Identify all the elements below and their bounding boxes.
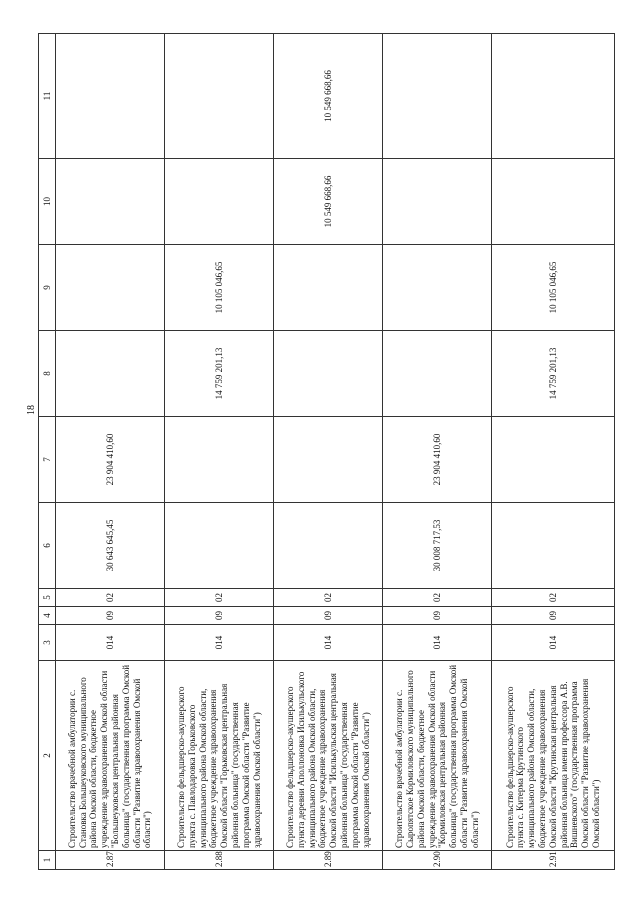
cell-col-3: 014 <box>383 625 492 661</box>
col-header-4: 4 <box>39 607 56 625</box>
cell-col-3: 014 <box>56 625 165 661</box>
row-number: 2.89 <box>274 851 383 870</box>
cell-col-8: 14 759 201,13 <box>165 331 274 417</box>
cell-col-11: 10 549 668,66 <box>274 34 383 159</box>
cell-col-9 <box>274 245 383 331</box>
cell-col-5: 02 <box>274 589 383 607</box>
cell-col-11 <box>56 34 165 159</box>
row-description: Строительство фельдшерско-акушерского пункта с. Павлодаровка Горьковского муниципального района Омской области, бюджетное учреждение здравоохранения Омской области "Горьковская центральная районная больница" (государственная программа Омской области "Развитие здравоохранения Омской области") <box>165 661 274 851</box>
cell-col-6 <box>165 503 274 589</box>
row-number: 2.90 <box>383 851 492 870</box>
cell-col-3: 014 <box>165 625 274 661</box>
col-header-1: 1 <box>39 851 56 870</box>
cell-col-11 <box>165 34 274 159</box>
cell-col-7 <box>274 417 383 503</box>
row-description: Строительство врачебной амбулатории с. Становка Большеуковского муниципального района Омской области, бюджетное учреждение здравоохранения Омской области "Большеуковская центральная районная больница" (государственная программа Омской области "Развитие здравоохранения Омской области") <box>56 661 165 851</box>
cell-col-5: 02 <box>165 589 274 607</box>
row-description: Строительство врачебной амбулатории с. Сыропятское Кормиловского муниципального района Омской области, бюджетное учреждение здравоохранения Омской области "Кормиловская центральная районная больница" (государственная программа Омской области "Развитие здравоохранения Омской области") <box>383 661 492 851</box>
cell-col-10 <box>165 159 274 245</box>
row-description: Строительство фельдшерско-акушерского пункта деревни Аполлоновка Исилькульского муниципального района Омской области, бюджетное учреждение здравоохранения Омской области "Исилькульская центральная районная больница" (государственная программа Омской области "Развитие здравоохранения Омской области") <box>274 661 383 851</box>
cell-col-11 <box>383 34 492 159</box>
col-header-7: 7 <box>39 417 56 503</box>
cell-col-4: 09 <box>383 607 492 625</box>
table-stage <box>38 34 615 870</box>
cell-col-9 <box>56 245 165 331</box>
cell-col-6 <box>274 503 383 589</box>
cell-col-7 <box>492 417 615 503</box>
cell-col-4: 09 <box>56 607 165 625</box>
col-header-10: 10 <box>39 159 56 245</box>
cell-col-6 <box>492 503 615 589</box>
cell-col-10: 10 549 668,66 <box>274 159 383 245</box>
cell-col-8 <box>274 331 383 417</box>
cell-col-9: 10 105 046,65 <box>492 245 615 331</box>
row-number: 2.87 <box>56 851 165 870</box>
cell-col-10 <box>492 159 615 245</box>
cell-col-8 <box>383 331 492 417</box>
col-header-9: 9 <box>39 245 56 331</box>
cell-col-6: 30 008 717,53 <box>383 503 492 589</box>
row-number: 2.88 <box>165 851 274 870</box>
cell-col-4: 09 <box>165 607 274 625</box>
cell-col-7: 23 904 410,60 <box>56 417 165 503</box>
page-number: 18 <box>26 405 37 415</box>
cell-col-9 <box>383 245 492 331</box>
cell-col-8: 14 759 201,13 <box>492 331 615 417</box>
cell-col-4: 09 <box>492 607 615 625</box>
col-header-3: 3 <box>39 625 56 661</box>
cell-col-11 <box>492 34 615 159</box>
cell-col-7: 23 904 410,60 <box>383 417 492 503</box>
table-row <box>165 34 274 870</box>
header-row <box>39 34 56 870</box>
cell-col-5: 02 <box>383 589 492 607</box>
cell-col-9: 10 105 046,65 <box>165 245 274 331</box>
col-header-6: 6 <box>39 503 56 589</box>
row-number: 2.91 <box>492 851 615 870</box>
table-row <box>383 34 492 870</box>
table-row <box>56 34 165 870</box>
cell-col-10 <box>56 159 165 245</box>
cell-col-3: 014 <box>492 625 615 661</box>
cell-col-3: 014 <box>274 625 383 661</box>
rotated-table-wrapper <box>38 34 615 870</box>
cell-col-5: 02 <box>56 589 165 607</box>
budget-table <box>38 33 615 870</box>
cell-col-10 <box>383 159 492 245</box>
table-row <box>274 34 383 870</box>
cell-col-6: 30 643 645,45 <box>56 503 165 589</box>
row-description: Строительство фельдшерско-акушерского пункта с. Китерма Крутинского муниципального района Омской области, бюджетное учреждение здравоохранения Омской области "Крутинская центральная районная больница имени профессора А.В. Вишневского" (государственная программа Омской области "Развитие здравоохранения Омской области") <box>492 661 615 851</box>
col-header-8: 8 <box>39 331 56 417</box>
cell-col-7 <box>165 417 274 503</box>
col-header-2: 2 <box>39 661 56 851</box>
cell-col-4: 09 <box>274 607 383 625</box>
cell-col-5: 02 <box>492 589 615 607</box>
table-row <box>492 34 615 870</box>
col-header-11: 11 <box>39 34 56 159</box>
col-header-5: 5 <box>39 589 56 607</box>
cell-col-8 <box>56 331 165 417</box>
